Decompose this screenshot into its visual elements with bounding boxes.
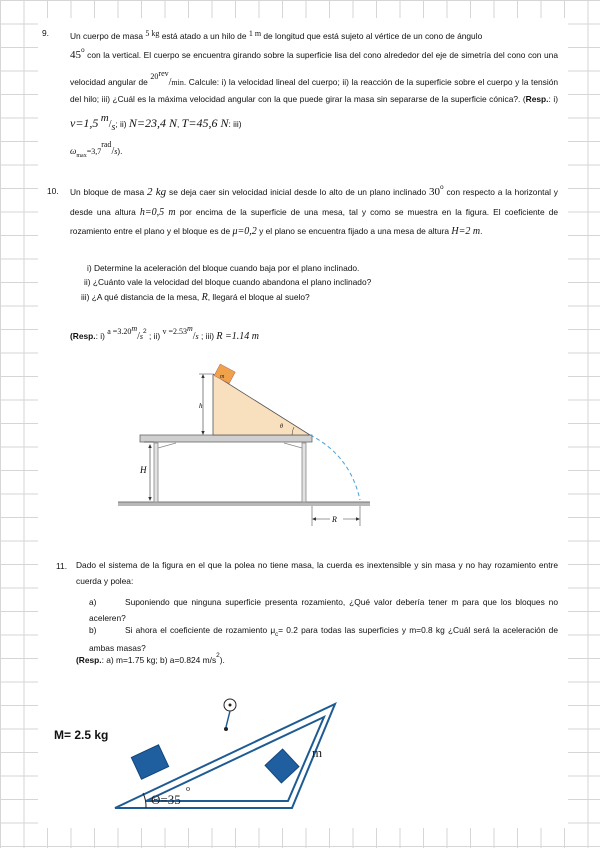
p10-item-3-end: , llegará el bloque al suelo? [207, 292, 310, 302]
p10-figure [110, 360, 380, 530]
p9-angle: 45 [70, 48, 81, 61]
p10-resp-3: ; iii) [200, 331, 215, 341]
p9-wmax-symbol: ω [70, 145, 77, 156]
p11-resp-end: ). [219, 655, 225, 665]
p10-text-6: . [480, 225, 483, 236]
p10-mu: μ=0,2 [232, 225, 257, 237]
p11-b-text-2: = 0.2 para todas las superficies y m=0.8 kg ¿Cuál será la aceleración de ambas masas? [89, 625, 559, 654]
p9-wmax-value: =3,7 [86, 146, 102, 156]
fig10-theta-label: θ [280, 424, 283, 430]
table-top [140, 435, 312, 442]
p9-w-num: rev [158, 68, 169, 78]
p10-resp-a-num: m [131, 324, 138, 333]
inclined-plane [213, 374, 310, 435]
p9-mass: 5 kg [145, 29, 160, 38]
p10-angle: 30 [429, 186, 441, 198]
p10-item-3-text: iii) ¿A qué distancia de la mesa, [81, 292, 200, 302]
p9-resp-T: T=45,6 N [181, 115, 229, 130]
p9-text-3: de longitud que está sujeto al vértice de un cono de ángulo [263, 31, 483, 41]
p9-w-value: 20 [150, 71, 159, 81]
p9-text-9: ). [117, 145, 123, 156]
p11-figure [110, 690, 340, 815]
p11-b-text-1: Si ahora el coeficiente de rozamiento μ [125, 625, 276, 635]
pulley-axle [224, 727, 228, 731]
p10-text-1: Un bloque de masa [70, 187, 145, 197]
p10-text-5: y el plano se encuentra fijado a una mesa de altura [259, 225, 450, 236]
p10-resp-label: (Resp. [70, 331, 96, 341]
fig10-R-label: R [332, 515, 337, 524]
p9-text-5: . Calcule: i) la velocidad lineal del cuerpo; ii) la reacción de la superficie sobre el cuerpo y la tensión del hilo; iii) ¿Cuál es la máxima velocidad angular con la que puede girar la masa sin separarse de la superficie cónica?. ( [70, 76, 559, 104]
trajectory [310, 435, 360, 500]
p9-wmax-num: rad [101, 139, 112, 149]
fig10-h-label: h [199, 402, 203, 410]
p9-text-6: : i) [548, 93, 558, 104]
p10-resp-R: R =1.14 m [216, 331, 259, 342]
p10-resp-2: ; ii) [148, 331, 161, 341]
p9-resp-v-den: s [111, 121, 116, 133]
p10-item-1: i) Determine la aceleración del bloque cuando baja por el plano inclinado. [87, 263, 360, 273]
problem-10-number: 10. [47, 186, 59, 196]
p11-b-sub: c [275, 632, 279, 638]
p10-H: H=2 m [451, 225, 481, 237]
p11-a-text: Suponiendo que ninguna superficie presenta rozamiento, ¿Qué valor debería tener m para que los bloques no aceleren? [89, 597, 558, 623]
p9-resp-v: v=1,5 [70, 115, 99, 130]
fig11-theta-label: Θ=35 [151, 792, 181, 807]
incline-inner [146, 717, 324, 801]
p9-text-4: con la vertical. El cuerpo se encuentra girando sobre la superficie lisa del cono alrededor del eje de simetría del cono con una velocidad angular de [70, 49, 558, 87]
p10-resp-a: a =3.20 [107, 327, 132, 336]
p11-a-label: a) [89, 597, 97, 607]
p10-resp-v-num: m [186, 324, 193, 333]
p9-text-7: ; ii) [115, 118, 127, 129]
p9-text-8: : iii) [228, 118, 242, 129]
problem-11-text: Dado el sistema de la figura en el que la polea no tiene masa, la cuerda es inextensible y sin masa y no hay rozamiento entre cuerda y polea: [76, 560, 558, 586]
p11-resp-exp: 2 [216, 652, 220, 659]
p9-resp-N: N=23,4 N [128, 115, 178, 130]
p10-resp-v: v =2.53 [162, 327, 187, 336]
p10-item-3-R: R [201, 292, 208, 303]
p9-length: 1 m [248, 29, 262, 38]
p9-angle-deg: o [81, 46, 85, 54]
problem-9-number: 9. [42, 28, 49, 38]
p10-resp-v-den: s [195, 332, 199, 341]
fig11-m-label: m [312, 745, 323, 760]
block-m-small [265, 749, 299, 783]
fig11-M-label: M= 2.5 kg [54, 728, 109, 742]
p10-text-2: se deja caer sin velocidad inicial desde lo alto de un plano inclinado [169, 187, 427, 197]
p11-answer [76, 650, 225, 667]
p10-resp-a-exp: 2 [143, 328, 147, 335]
p10-resp-a-den: s [139, 332, 143, 341]
p9-w-den: min [171, 77, 184, 87]
p10-item-3 [81, 289, 310, 306]
p9-resp-label: Resp. [525, 93, 549, 104]
p11-b-label: b) [89, 625, 97, 635]
p10-angle-deg: o [440, 184, 444, 191]
p10-mass: 2 kg [147, 186, 167, 198]
p10-h: h=0,5 m [139, 206, 176, 218]
table-leg [302, 443, 306, 502]
fig11-theta-deg: o [186, 784, 190, 793]
p10-answer: (Resp.: i) $a =3.20m/s^2$ ; ii) v =2.53m/s ; iii) R =1.14 m [70, 324, 259, 342]
p9-wmax-den: s [114, 146, 118, 156]
p10-text-4: por encima de la superficie de una mesa, tal y como se muestra en la figura. El coeficiente de rozamiento entre el plano y el bloque es de [70, 206, 559, 236]
p9-text-1: Un cuerpo de masa [70, 31, 144, 41]
fig10-H-label: H [140, 465, 147, 475]
problem-11-number: 11. [56, 561, 68, 571]
table-leg [154, 443, 158, 502]
fig10-m-label: m [220, 374, 225, 380]
problem-10-text [70, 182, 558, 241]
problem-9-text: Un cuerpo de masa 5 kg está atado a un hilo de 1 m de longitud que está sujeto al vértice de un cono de ángulo 45$^o$ con la vertical. El cuerpo se encuentra girando sobre la superficie lisa del cono alrededor del eje de simetría del cono con una velocidad angular de 20rev/min. Calcule: i) la velocidad lineal del cuerpo; ii) la reacción de la superficie sobre el cuerpo y la tensión del hilo; iii) ¿Cuál es la máxima velocidad angular con la que puede girar la masa sin separarse de la superficie cónica?. (Resp.: i) v=1,5 m/s; ii) N=23,4 N, T=45,6 N: iii) $\omega_{max}=3,7rad/s$). [70, 29, 559, 159]
block-M [131, 745, 168, 779]
p10-item-2: ii) ¿Cuánto vale la velocidad del bloque cuando abandona el plano inclinado? [84, 277, 372, 287]
p9-text-2: está atado a un hilo de [161, 31, 247, 41]
floor [118, 502, 370, 506]
p10-text-3: con respecto a la horizontal y desde una altura [70, 187, 558, 217]
p9-wmax-sub: max [76, 152, 87, 159]
p11-resp-label: (Resp. [76, 655, 102, 665]
p10-resp-1: : i) [95, 331, 105, 341]
p9-resp-v-num: m [100, 111, 109, 124]
p11-resp-text: : a) m=1.75 kg; b) a=0.824 m/s [101, 655, 217, 665]
